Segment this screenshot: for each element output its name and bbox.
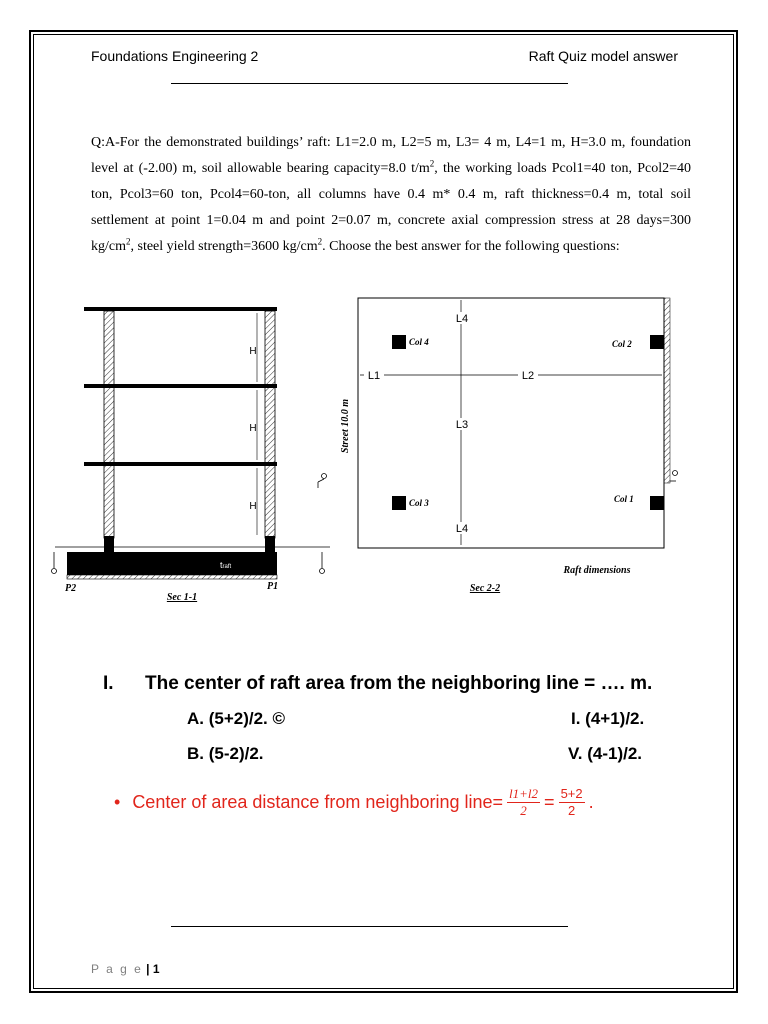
- col-1-label: Col 1: [614, 494, 634, 504]
- answer-period: .: [588, 792, 594, 812]
- mcq-number: I.: [103, 673, 114, 694]
- section-1-1-drawing: [45, 300, 335, 610]
- point-p2-label: P2: [65, 583, 77, 594]
- h-label-bottom: H: [249, 501, 257, 512]
- raft-thickness-label: traft: [220, 560, 232, 570]
- fraction-symbolic: $\frac{l1+l2}{2}$: [509, 786, 539, 818]
- option-b: B. (5-2)/2.: [187, 744, 264, 763]
- header-doc-title: Raft Quiz model answer: [528, 48, 678, 64]
- section-2-2-plan-drawing: [300, 290, 690, 600]
- page-number: 1: [152, 962, 160, 976]
- l4-bottom-label: L4: [455, 523, 469, 535]
- l4-top-label: L4: [455, 313, 469, 325]
- l2-label: L2: [521, 370, 535, 382]
- col-4-label: Col 4: [409, 337, 429, 347]
- mcq-text: The center of raft area from the neighboring line = …. m.: [145, 673, 653, 694]
- question-text: Q:A-For the demonstrated buildings’ raft: L1=2.0 m, L2=5 m, L3= 4 m, L4=1 m, H=3.0 m, foundation level at (-2.00) m, soil allowable bearing capacity=8.0 $t/m^2$, the working loads Pcol1=40 ton, Pcol2=40 ton, Pcol3=60 ton, Pcol4=60-ton, all columns have 0.4 m* 0.4 m, raft thickness=0.4 m, total soil settlement at point 1=0.04 m and point 2=0.07 m, concrete axial compression stress at 28 days=300 $kg/cm^2$, steel yield strength=3600 $kg/cm^2$. Choose the best answer for the following questions:: [91, 135, 692, 254]
- header-course-title: Foundations Engineering 2: [91, 48, 259, 64]
- l1-label: L1: [367, 370, 381, 382]
- l3-label: L3: [455, 419, 469, 431]
- option-c: I. (4+1)/2.: [571, 709, 645, 728]
- point-p1-label: P1: [267, 581, 279, 592]
- answer-explanation: [114, 786, 594, 819]
- answer-bullet: •: [114, 792, 121, 812]
- footer-divider: [171, 926, 568, 927]
- page-footer: P a g e | 1: [91, 962, 160, 976]
- mcq-question: [103, 673, 652, 695]
- answer-equals: =: [544, 792, 555, 812]
- street-width-label: Street 10.0 m: [340, 398, 351, 454]
- option-d: V. (4-1)/2.: [568, 744, 643, 763]
- col-3-label: Col 3: [409, 498, 429, 508]
- h-label-mid: H: [249, 423, 257, 434]
- fraction-numeric: $\frac{5+2}{2}$: [560, 786, 583, 818]
- section-1-1-caption: Sec 1-1: [166, 592, 198, 603]
- header-divider: [171, 83, 568, 84]
- answer-text: Center of area distance from neighboring line=: [132, 792, 504, 812]
- h-label-top: H: [249, 346, 257, 357]
- option-a: A. (5+2)/2. ©: [187, 709, 286, 728]
- section-2-2-caption: Sec 2-2: [469, 583, 501, 594]
- raft-dimensions-caption: Raft dimensions: [563, 565, 631, 576]
- col-2-label: Col 2: [612, 339, 632, 349]
